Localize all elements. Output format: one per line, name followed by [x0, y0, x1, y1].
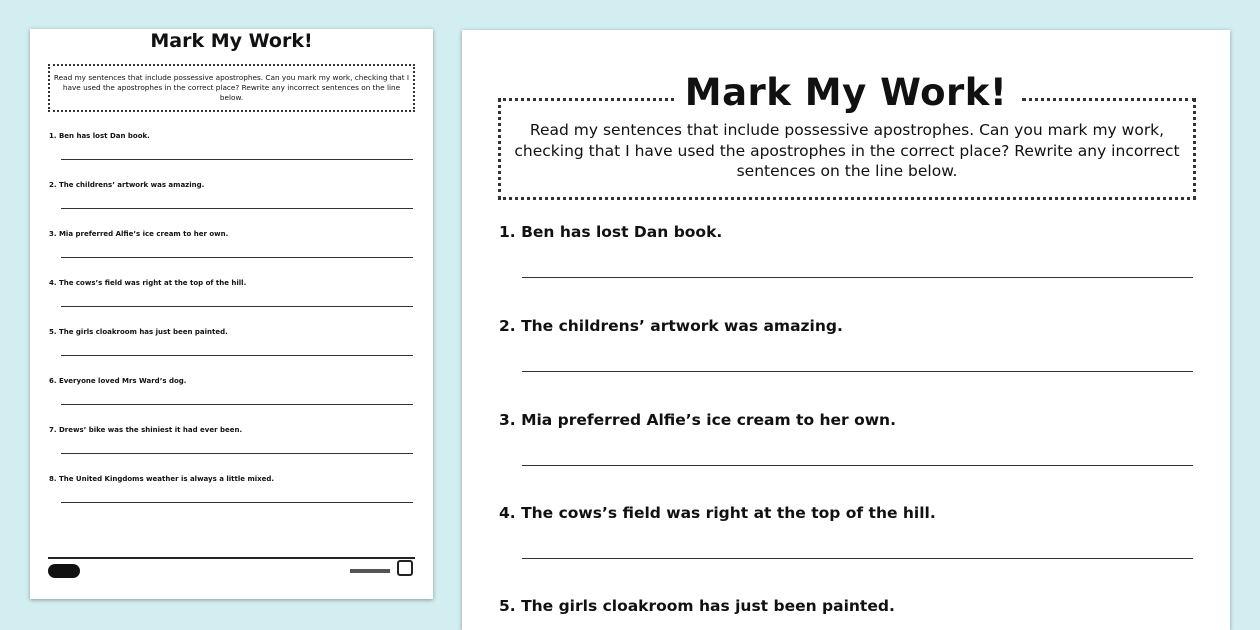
- thumbnail-question: 7. Drews’ bike was the shiniest it had ever been.: [49, 426, 243, 434]
- intro-text: Read my sentences that include possessive apostrophes. Can you mark my work, checking that I have used the apostrophes in the correct place? Rewrite any incorrect sentences on the line below.: [514, 121, 1180, 180]
- answer-line: [61, 159, 413, 160]
- badge-icon: [397, 560, 413, 576]
- footer-url-mark: [350, 569, 390, 573]
- question-3: 3. Mia preferred Alfie’s ice cream to her own.: [499, 411, 896, 429]
- thumbnail-question: 6. Everyone loved Mrs Ward’s dog.: [49, 377, 187, 385]
- thumbnail-question: 8. The United Kingdoms weather is always a little mixed.: [49, 475, 275, 483]
- page-title: Mark My Work!: [684, 71, 1008, 114]
- answer-line-2: [522, 371, 1193, 372]
- question-5: 5. The girls cloakroom has just been painted.: [499, 597, 895, 615]
- answer-line: [61, 306, 413, 307]
- question-1: 1. Ben has lost Dan book.: [499, 223, 723, 241]
- answer-line: [61, 208, 413, 209]
- answer-line: [61, 453, 413, 454]
- question-2: 2. The childrens’ artwork was amazing.: [499, 317, 843, 335]
- thumbnail-intro-text: Read my sentences that include possessive apostrophes. Can you mark my work, checking that I have used the apostrophes in the correct place? Rewrite any incorrect sentences on the line below.: [53, 73, 410, 102]
- worksheet-page: [462, 30, 1230, 630]
- thumbnail-title: Mark My Work!: [30, 29, 433, 53]
- answer-line-4: [522, 558, 1193, 559]
- answer-line-1: [522, 277, 1193, 278]
- answer-line: [61, 257, 413, 258]
- answer-line: [61, 502, 413, 503]
- thumbnail-question: 1. Ben has lost Dan book.: [49, 132, 150, 140]
- thumbnail-question: 5. The girls cloakroom has just been painted.: [49, 328, 228, 336]
- thumbnail-question: 4. The cows’s field was right at the top of the hill.: [49, 279, 247, 287]
- thumbnail-question: 3. Mia preferred Alfie’s ice cream to her own.: [49, 230, 229, 238]
- worksheet-thumbnail: [30, 29, 433, 599]
- answer-line: [61, 404, 413, 405]
- question-4: 4. The cows’s field was right at the top of the hill.: [499, 504, 936, 522]
- footer-divider: [48, 557, 415, 559]
- twinkl-logo: [48, 564, 80, 578]
- answer-line-3: [522, 465, 1193, 466]
- answer-line: [61, 355, 413, 356]
- thumbnail-question: 2. The childrens’ artwork was amazing.: [49, 181, 205, 189]
